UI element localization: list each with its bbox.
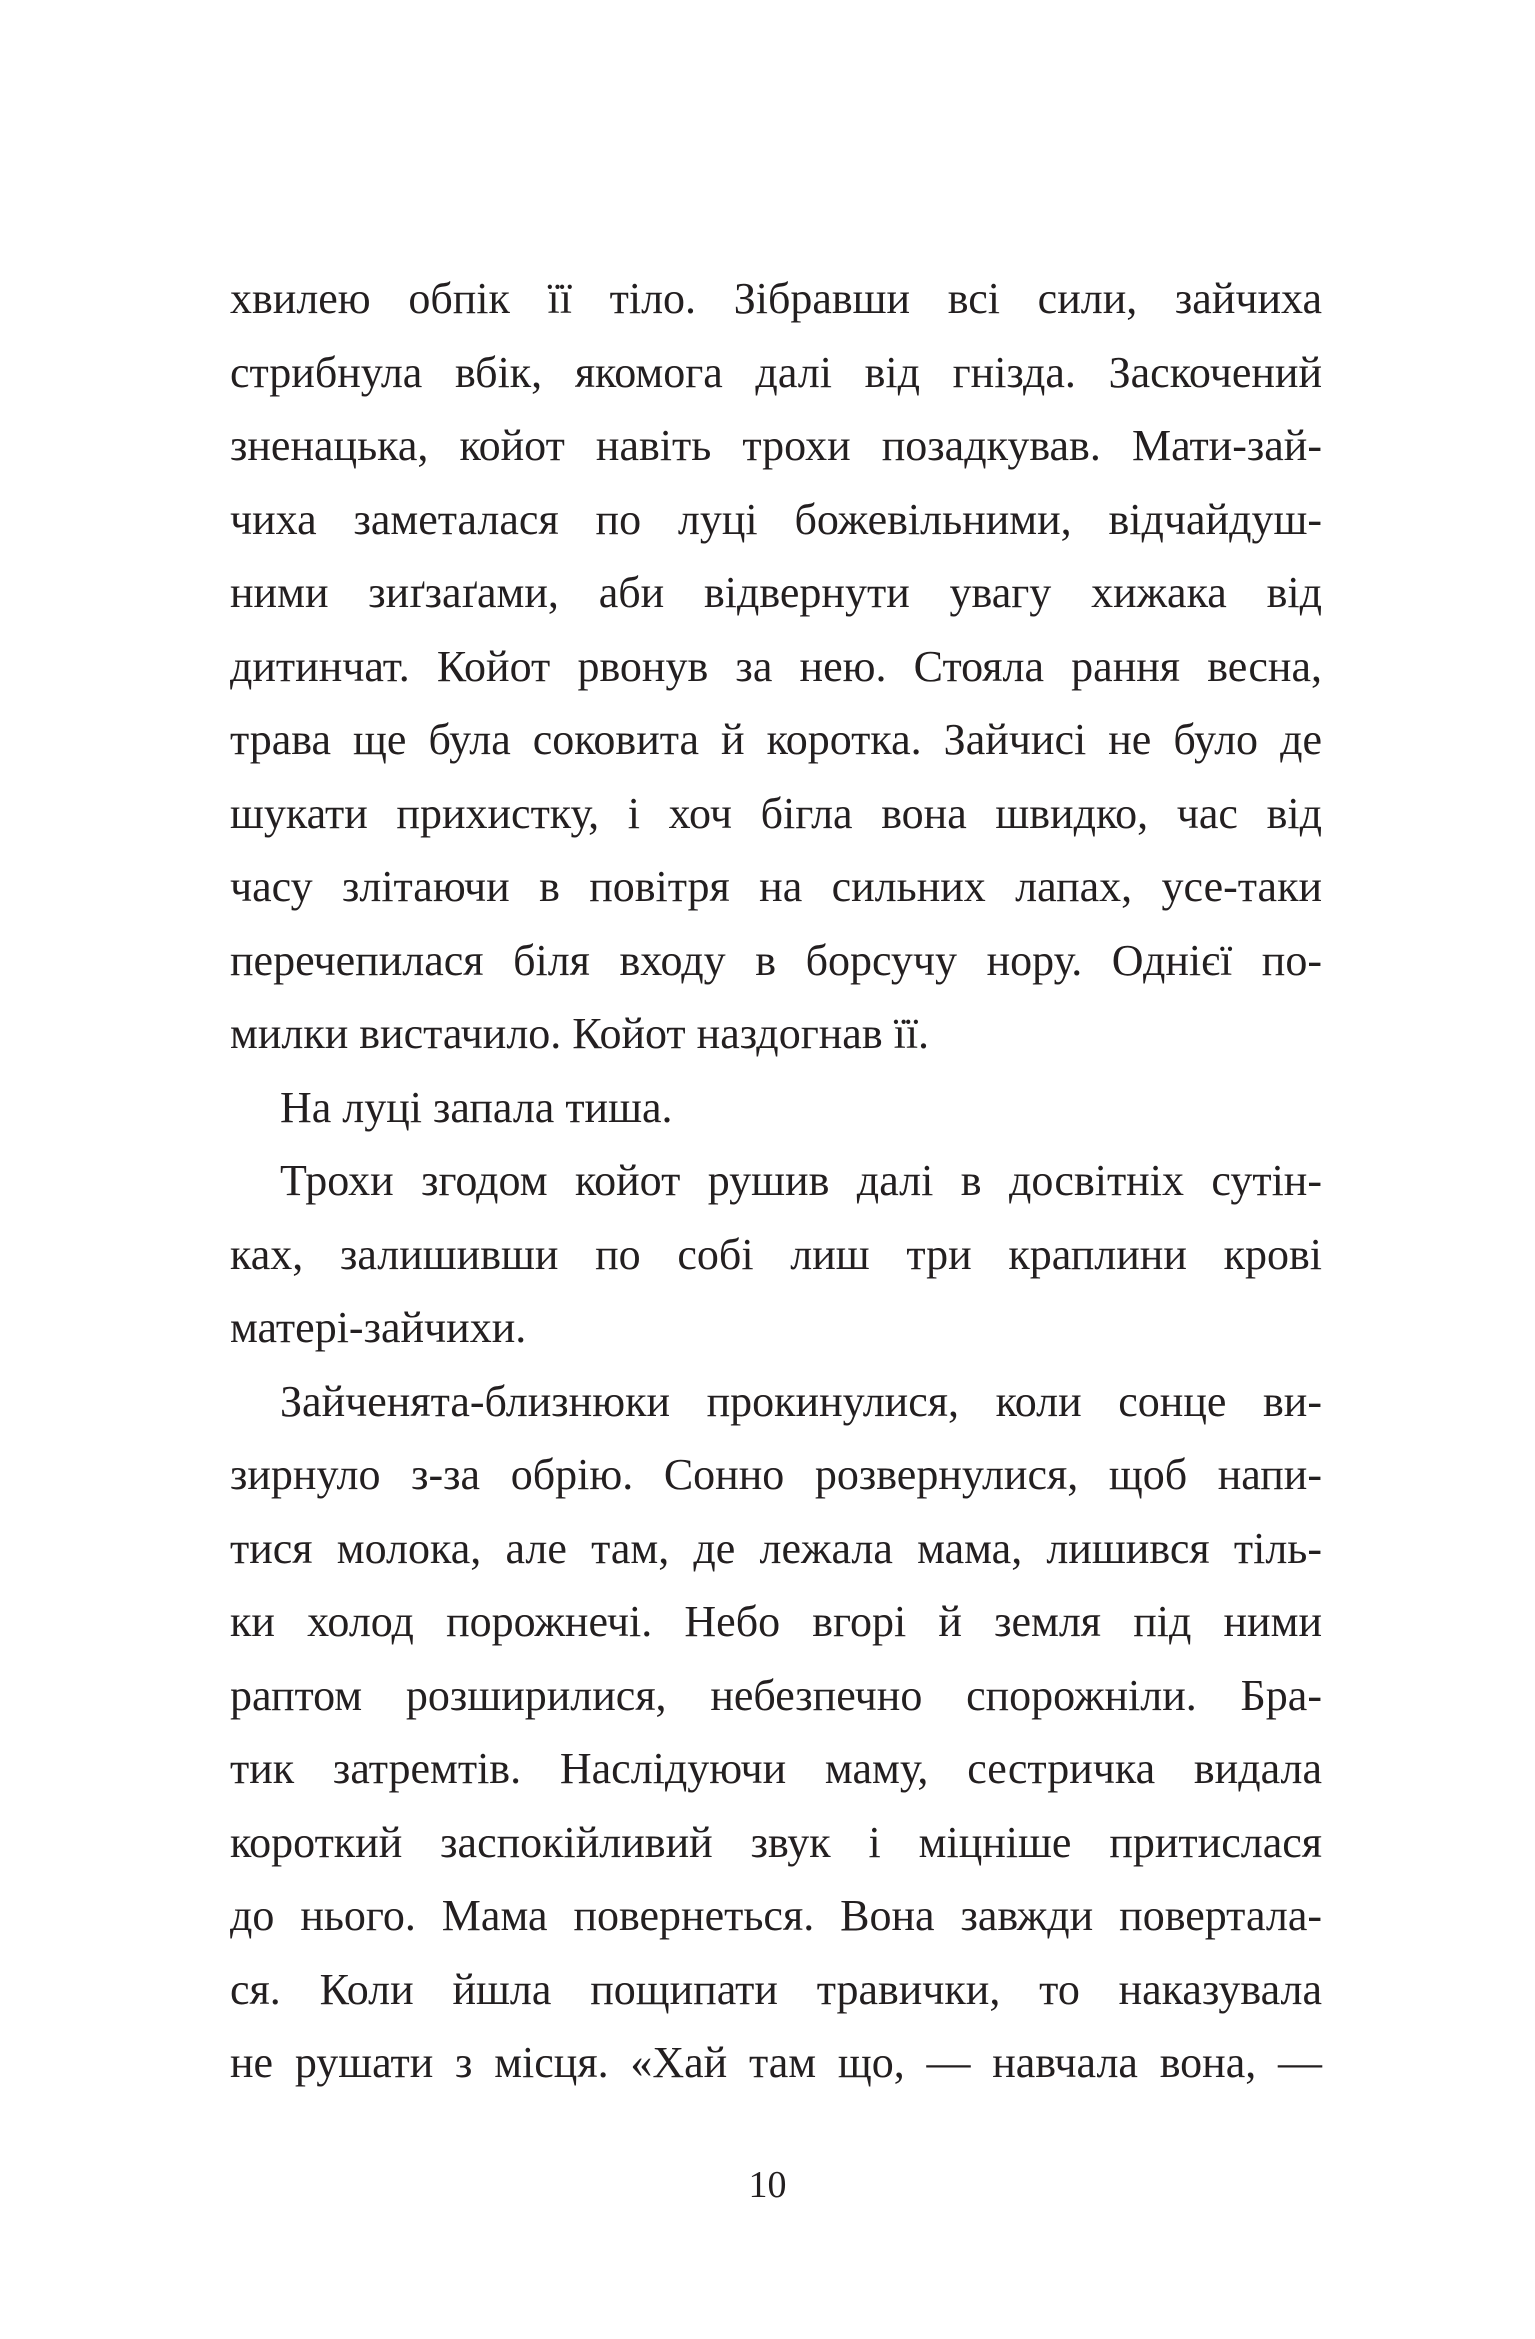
text-line: часу злітаючи в повітря на сильних лапах, усе-таки	[230, 862, 1322, 911]
text-line: раптом розширилися, небезпечно спорожніли. Бра-	[230, 1670, 1322, 1720]
text-line: Трохи згодом койот рушив далі в досвітніх сутін-	[280, 1156, 1322, 1205]
text-line: ки холод порожнечі. Небо вгорі й земля під ними	[230, 1597, 1322, 1646]
text-line: зненацька, койот навіть трохи позадкував. Мати-зай-	[230, 421, 1322, 470]
text-line: ними зиґзаґами, аби відвернути увагу хижака від	[230, 568, 1322, 617]
text-line: милки вистачило. Койот наздогнав її.	[230, 1009, 930, 1058]
text-line: ках, залишивши по собі лиш три краплини крові	[230, 1229, 1322, 1279]
text-line: трава ще була соковита й коротка. Зайчисі не було де	[230, 715, 1322, 764]
text-line: не рушати з місця. «Хай там що, — навчала вона, —	[230, 2038, 1322, 2087]
text-line: Зайченята-близнюки прокинулися, коли сонце ви-	[280, 1376, 1322, 1426]
body-text	[230, 262, 1322, 2100]
text-line: матері-зайчихи.	[230, 1303, 527, 1352]
text-line: чиха заметалася по луці божевільними, відчайдуш-	[230, 494, 1322, 544]
text-line: до нього. Мама повернеться. Вона завжди поверталa-	[230, 1891, 1322, 1940]
page-number: 10	[748, 2164, 787, 2206]
text-line: короткий заспокійливий звук і міцніше притислася	[230, 1817, 1322, 1867]
text-line: ся. Коли йшла пощипати травички, то наказувала	[230, 1964, 1322, 2014]
text-line: хвилею обпік її тіло. Зібравши всі сили, зайчиха	[230, 274, 1322, 323]
text-line: перечепилася біля входу в борсучу нору. Однієї по-	[230, 935, 1322, 985]
text-line: тися молока, але там, де лежала мама, лишився тіль-	[230, 1523, 1322, 1573]
text-line: зирнуло з-за обрію. Сонно розвернулися, щоб напи-	[230, 1450, 1322, 1499]
text-line: На луці запала тиша.	[280, 1082, 673, 1132]
text-line: стрибнула вбік, якомога далі від гнізда. Заскочений	[230, 347, 1322, 397]
text-line: дитинчат. Койот рвонув за нею. Стояла рання весна,	[230, 641, 1322, 691]
text-line: шукати прихистку, і хоч бігла вона швидко, час від	[230, 788, 1322, 838]
text-line: тик затремтів. Наслідуючи маму, сестричка видала	[230, 1744, 1322, 1793]
